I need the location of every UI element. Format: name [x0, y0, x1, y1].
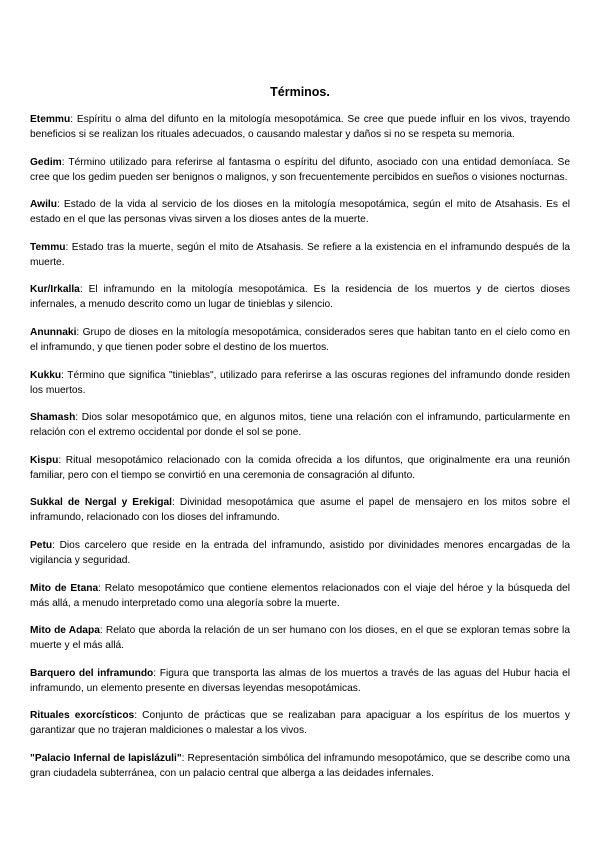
glossary-entry-anunnaki: [30, 325, 570, 355]
entry-definition: : Ritual mesopotámico relacionado con la comida ofrecida a los difuntos, que originalmente era una reunión familiar, pero con el tiempo se convirtió en una ceremonia de consagración al difunto.: [30, 454, 570, 481]
entry-term: Mito de Adapa: [30, 625, 100, 637]
entry-term: Etemmu: [30, 114, 71, 125]
entry-term: Mito de Etana: [30, 582, 99, 594]
entry-term: Rituales exorcísticos: [30, 710, 135, 722]
entry-term: Kur/Irkalla: [30, 284, 80, 296]
entry-term: Petu: [30, 539, 53, 551]
entry-definition: : El inframundo en la mitología mesopotámica. Es la residencia de los muertos y de ciertos dioses infernales, a menudo descrito como un lugar de tinieblas y silencio.: [30, 284, 570, 311]
entry-definition: : Representación simbólica del inframundo mesopotámico, que se describe como una gran ciudadela subterránea, con un palacio central que alberga a las deidades infernales.: [30, 752, 570, 779]
entry-definition: : Relato mesopotámico que contiene elementos relacionados con el viaje del héroe y la búsqueda del más allá, a menudo interpretado como una alegoría sobre la muerte.: [30, 582, 570, 609]
glossary-entry-temmu: [30, 240, 570, 270]
entry-definition: : Relato que aborda la relación de un ser humano con los dioses, en el que se exploran temas sobre la muerte y el más allá.: [30, 625, 570, 652]
entry-term: Kukku: [30, 369, 62, 381]
entry-definition: : Figura que transporta las almas de los muertos a través de las aguas del Hubur hacia el inframundo, un elemento presente en diversas leyendas mesopotámicas.: [30, 667, 571, 694]
entry-term: Kispu: [30, 454, 59, 466]
entry-term: Anunnaki: [30, 326, 77, 338]
entry-definition: : Divinidad mesopotámica que asume el papel de mensajero en los mitos sobre el inframundo, relacionado con los dioses del inframundo.: [30, 497, 570, 524]
glossary-entry-awilu: [30, 197, 570, 227]
glossary-entry-kukku: [30, 368, 570, 398]
entry-definition: : Grupo de dioses en la mitología mesopotámica, considerados seres que habitan tanto en el cielo como en el inframundo, y que tienen poder sobre el destino de los muertos.: [30, 326, 570, 353]
glossary-list: [30, 112, 570, 794]
glossary-entry-palacio: [30, 751, 570, 781]
glossary-entry-etemmu: [30, 112, 570, 142]
entry-term: Sukkal de Nergal y Erekigal: [30, 497, 172, 509]
document-page: [30, 0, 570, 848]
glossary-entry-shamash: [30, 410, 570, 440]
entry-definition: : Término que significa "tinieblas", utilizado para referirse a las oscuras regiones del inframundo donde residen los muertos.: [30, 369, 570, 396]
entry-term: Shamash: [30, 412, 76, 424]
glossary-entry-kispu: [30, 453, 570, 483]
glossary-entry-mito-adapa: [30, 623, 570, 653]
entry-definition: : Estado de la vida al servicio de los dioses en la mitología mesopotámica, según el mito de Atsahasis. Es el estado en el que las personas vivas sirven a los dioses antes de la muerte.: [30, 199, 570, 226]
entry-term: "Palacio Infernal de lapislázuli": [30, 752, 182, 764]
entry-definition: : Estado tras la muerte, según el mito de Atsahasis. Se refiere a la existencia en el inframundo después de la muerte.: [30, 241, 570, 268]
glossary-entry-gedim: [30, 155, 570, 185]
entry-definition: : Dios solar mesopotámico que, en algunos mitos, tiene una relación con el inframundo, particularmente en relación con el extremo occidental por donde el sol se pone.: [30, 412, 570, 439]
entry-definition: : Espíritu o alma del difunto en la mitología mesopotámica. Se cree que puede influir en los vivos, trayendo beneficios si se realizan los rituales adecuados, o causando malestar y daños si no se respeta su memoria.: [30, 114, 570, 140]
entry-term: Temmu: [30, 241, 66, 253]
glossary-entry-sukkal: [30, 495, 570, 525]
page-title: Términos.: [270, 85, 330, 99]
entry-definition: : Dios carcelero que reside en la entrada del inframundo, asistido por divinidades menores encargadas de la vigilancia y seguridad.: [30, 539, 570, 566]
glossary-entry-rituales: [30, 708, 570, 738]
entry-term: Awilu: [30, 199, 57, 211]
entry-term: Barquero del inframundo: [30, 667, 154, 679]
glossary-entry-petu: [30, 538, 570, 568]
glossary-entry-mito-etana: [30, 581, 570, 611]
glossary-entry-barquero: [30, 666, 570, 696]
entry-term: Gedim: [30, 156, 62, 168]
entry-definition: : Término utilizado para referirse al fantasma o espíritu del difunto, asociado con una entidad demoníaca. Se cree que los gedim pueden ser benignos o malignos, y son frecuentemente percibidos en sueños o visiones nocturnas.: [30, 156, 570, 183]
glossary-entry-kur-irkalla: [30, 282, 570, 312]
entry-definition: : Conjunto de prácticas que se realizaban para apaciguar a los espíritus de los muertos y garantizar que no trajeran maldiciones o malestar a los vivos.: [30, 710, 570, 737]
